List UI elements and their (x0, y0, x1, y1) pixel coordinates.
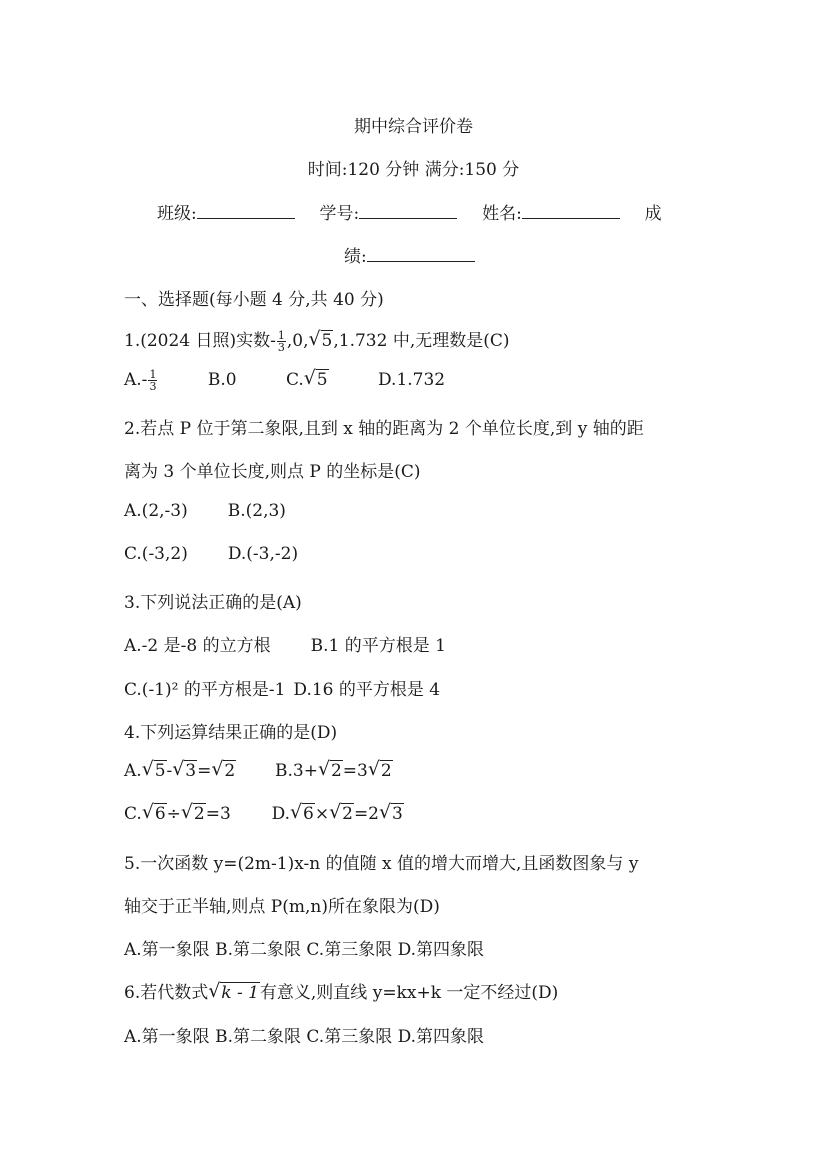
question-4: 4.下列运算结果正确的是(D) (124, 723, 338, 743)
id-blank (359, 202, 457, 219)
page-title: 期中综合评价卷 (354, 117, 473, 137)
q4-option-b: B.3+√ 2=3√ 2 (275, 761, 393, 781)
score-label-part2: 绩: (344, 247, 367, 267)
question-5-line-2: 轴交于正半轴,则点 P(m,n)所在象限为(D) (124, 897, 440, 917)
q6-tail: 有意义,则直线 y=kx+k 一定不经过(D) (259, 983, 559, 1003)
q4-option-c: C.√ 6÷√ 2=3 (124, 804, 231, 824)
q1-option-d: D.1.732 (378, 370, 446, 390)
question-2-line-2: 离为 3 个单位长度,则点 P 的坐标是(C) (124, 462, 421, 482)
question-3: 3.下列说法正确的是(A) (124, 593, 302, 613)
q1-sqrt: √ 5 (310, 331, 334, 351)
name-blank (522, 202, 620, 219)
class-blank (197, 202, 295, 219)
q3-option-a: A.-2 是-8 的立方根 (124, 636, 271, 656)
question-5-options: A.第一象限 B.第二象限 C.第三象限 D.第四象限 (124, 940, 485, 960)
section-heading: 一、选择题(每小题 4 分,共 40 分) (124, 290, 384, 310)
question-6 (124, 978, 558, 1003)
question-4-options-row-2 (124, 804, 404, 824)
q2-option-b: B.(2,3) (227, 501, 286, 521)
q3-option-b: B.1 的平方根是 1 (310, 636, 446, 656)
exam-info: 时间:120 分钟 满分:150 分 (307, 160, 520, 180)
q1-mid: ,0, (286, 331, 309, 351)
question-5-line-1: 5.一次函数 y=(2m-1)x-n 的值随 x 值的增大而增大,且函数图象与 y (124, 854, 639, 874)
q4-option-d: D.√ 6×√ 2=2√ 3 (272, 804, 404, 824)
q1-fraction: $\frac{1}{3}$ (277, 329, 285, 354)
question-3-options-row-2 (124, 675, 440, 700)
student-info-row (157, 199, 662, 224)
score-label-part1: 成 (644, 204, 662, 224)
id-label: 学号: (319, 204, 360, 224)
question-6-options: A.第一象限 B.第二象限 C.第三象限 D.第四象限 (124, 1027, 485, 1047)
question-1-options (124, 369, 445, 392)
q1-option-c: C.√ 5 (286, 370, 329, 390)
q1-prefix: 1.(2024 日照)实数- (124, 331, 276, 351)
q6-sqrt: √ k - 1 (209, 983, 260, 1003)
q4-option-a: A.√ 5-√ 3=√ 2 (124, 761, 236, 781)
q1-option-a: A.- $\frac{1}{3}$ (124, 368, 157, 393)
q1-tail: ,1.732 中,无理数是(C) (333, 331, 510, 351)
q2-option-a: A.(2,-3) (124, 501, 188, 521)
question-2-line-1: 2.若点 P 位于第二象限,且到 x 轴的距离为 2 个单位长度,到 y 轴的距 (124, 419, 644, 439)
score-blank (367, 245, 475, 262)
question-1 (124, 326, 510, 353)
question-4-options-row-1 (124, 761, 393, 781)
name-label: 姓名: (482, 204, 522, 224)
q3-option-c: C.(-1)² 的平方根是-1 (124, 680, 286, 700)
question-2-options-row-1 (124, 501, 286, 521)
q2-option-d: D.(-3,-2) (227, 544, 299, 564)
question-3-options-row-1 (124, 631, 446, 656)
score-row (344, 242, 475, 267)
q1-option-b: B.0 (207, 370, 237, 390)
q6-prefix: 6.若代数式 (124, 983, 209, 1003)
q3-option-d: D.16 的平方根是 4 (293, 680, 441, 700)
q2-option-c: C.(-3,2) (124, 544, 188, 564)
class-label: 班级: (157, 204, 197, 224)
question-2-options-row-2 (124, 544, 298, 564)
